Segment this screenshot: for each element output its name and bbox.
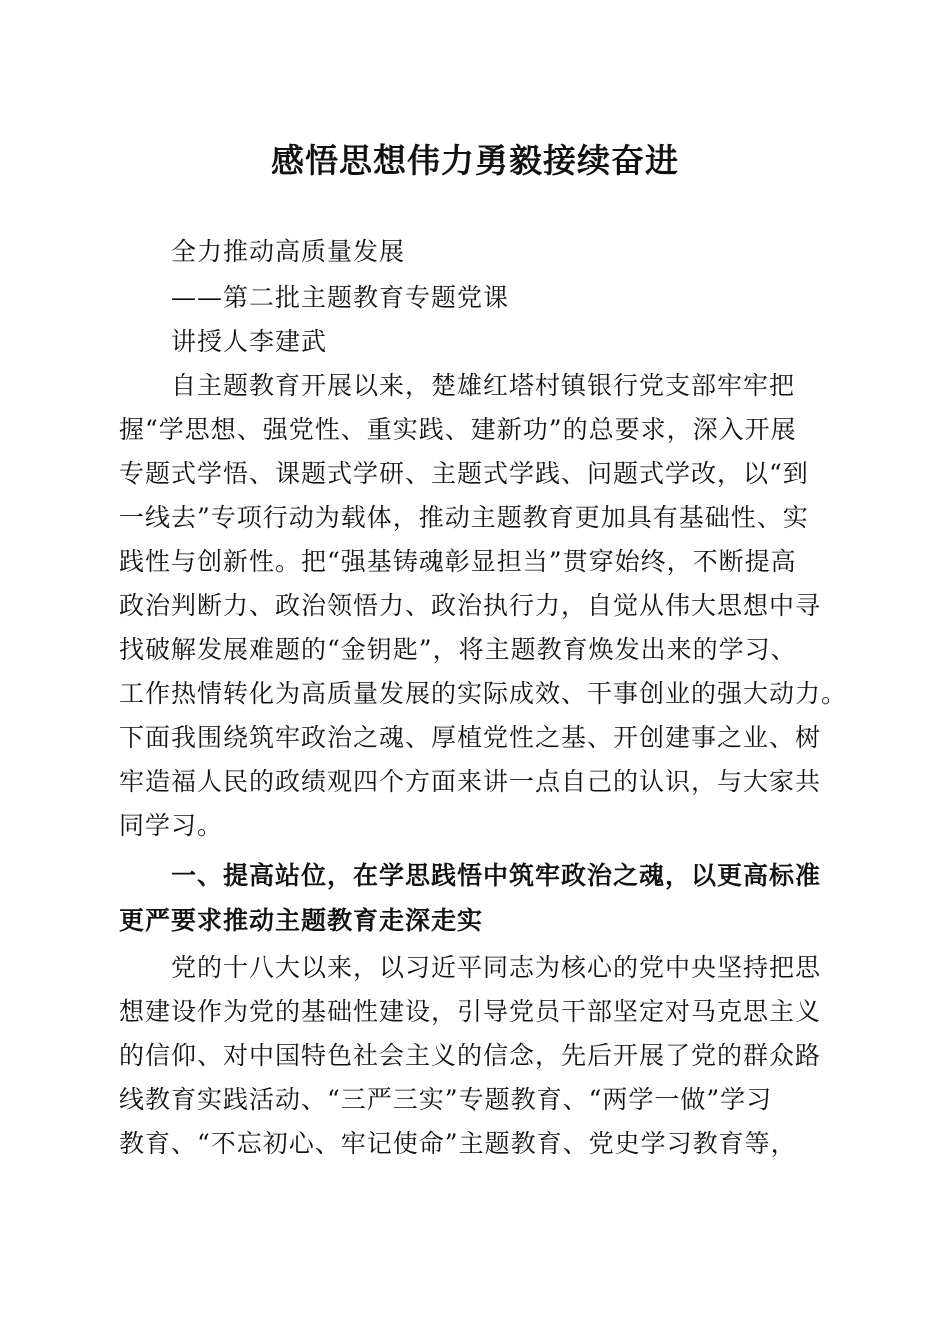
intro-line: 握“学思想、强党性、重实践、建新功”的总要求，深入开展 bbox=[119, 415, 797, 444]
intro-line: 一线去”专项行动为载体，推动主题教育更加具有基础性、实 bbox=[119, 503, 809, 532]
section-body-line: 党的十八大以来，以习近平同志为核心的党中央坚持把思 bbox=[171, 953, 822, 982]
intro-line: 同学习。 bbox=[119, 811, 224, 840]
intro-line: 自主题教育开展以来，楚雄红塔村镇银行党支部牢牢把 bbox=[171, 371, 796, 400]
section-body-line: 想建设作为党的基础性建设，引导党员干部坚定对马克思主义 bbox=[119, 997, 822, 1026]
intro-line: 下面我围绕筑牢政治之魂、厚植党性之基、开创建事之业、树 bbox=[119, 723, 822, 752]
series-line: ——第二批主题教育专题党课 bbox=[171, 283, 510, 312]
subtitle: 全力推动高质量发展 bbox=[171, 237, 406, 266]
section-body-line: 线教育实践活动、“三严三实”专题教育、“两学一做”学习 bbox=[119, 1085, 773, 1114]
intro-line: 牢造福人民的政绩观四个方面来讲一点自己的认识，与大家共 bbox=[119, 767, 822, 796]
intro-line: 工作热情转化为高质量发展的实际成效、干事创业的强大动力。 bbox=[119, 679, 848, 708]
intro-line: 践性与创新性。把“强基铸魂彰显担当”贯穿始终，不断提高 bbox=[119, 547, 797, 576]
section-heading: 一、提高站位，在学思践悟中筑牢政治之魂，以更高标准 bbox=[171, 861, 822, 890]
intro-line: 政治判断力、政治领悟力、政治执行力，自觉从伟大思想中寻 bbox=[119, 591, 822, 620]
document-title: 感悟思想伟力勇毅接续奋进 bbox=[271, 141, 679, 180]
section-body-line: 的信仰、对中国特色社会主义的信念，先后开展了党的群众路 bbox=[119, 1041, 822, 1070]
intro-line: 专题式学悟、课题式学研、主题式学践、问题式学改，以“到 bbox=[119, 459, 809, 488]
section-heading: 更严要求推动主题教育走深走实 bbox=[119, 906, 484, 935]
lecturer-line: 讲授人李建武 bbox=[171, 327, 328, 356]
section-body-line: 教育、“不忘初心、牢记使命”主题教育、党史学习教育等， bbox=[119, 1129, 797, 1158]
intro-line: 找破解发展难题的“金钥匙”，将主题教育焕发出来的学习、 bbox=[119, 635, 797, 664]
